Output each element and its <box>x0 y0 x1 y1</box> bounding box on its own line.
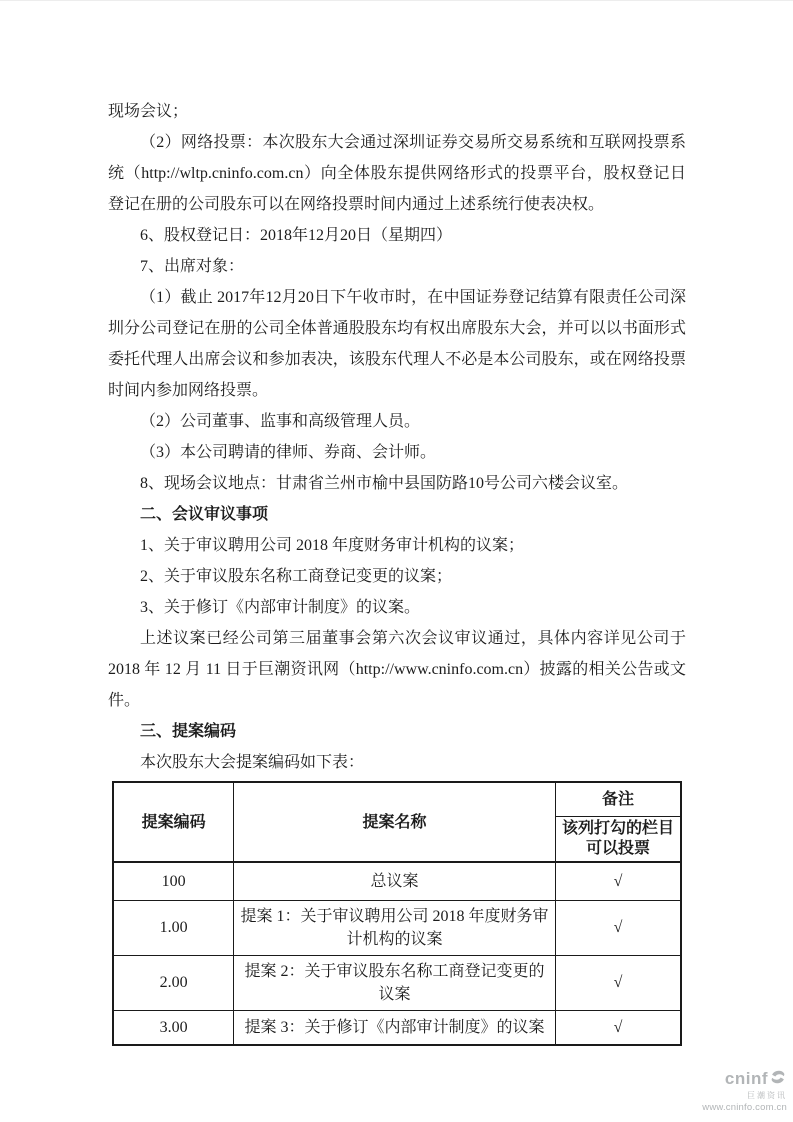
cninfo-watermark <box>702 1068 787 1113</box>
paragraph-meeting-venue: 8、现场会议地点：甘肃省兰州市榆中县国防路10号公司六楼会议室。 <box>140 475 629 492</box>
cninfo-logo-cn: 巨潮资讯 <box>747 1090 787 1100</box>
table-row <box>113 862 681 900</box>
paragraph-attendees-1: （1）截止 2017年12月20日下午收市时，在中国证券登记结算有限责任公司深圳分公司登记在册的公司全体普通股股东均有权出席股东大会，并可以以书面形式委托代理人出席会议和参加表决，该股东代理人不必是本公司股东，或在网络投票时间内参加网络投票。 <box>108 289 686 399</box>
header-proposal-code: 提案编码 <box>113 782 234 862</box>
proposal-code-table <box>112 781 682 1046</box>
header-note: 备注 <box>555 782 681 816</box>
header-proposal-name: 提案名称 <box>234 782 556 862</box>
paragraph-table-intro: 本次股东大会提案编码如下表： <box>140 754 365 771</box>
cninfo-logo-url: www.cninfo.com.cn <box>702 1101 787 1113</box>
section-heading-review-items: 二、会议审议事项 <box>140 506 269 523</box>
cell-proposal-name: 提案 2：关于审议股东名称工商登记变更的议案 <box>234 955 556 1010</box>
table-header-row <box>113 782 681 816</box>
cell-proposal-name: 总议案 <box>234 862 556 900</box>
check-mark: √ <box>555 955 681 1010</box>
cninfo-logo-text: cninf <box>724 1069 768 1088</box>
check-mark: √ <box>555 1010 681 1045</box>
paragraph-onsite-meeting: 现场会议； <box>108 103 189 120</box>
cell-proposal-code: 3.00 <box>113 1010 234 1045</box>
paragraph-proposal-1: 1、关于审议聘用公司 2018 年度财务审计机构的议案； <box>140 537 525 554</box>
paragraph-attendees-3: （3）本公司聘请的律师、券商、会计师。 <box>140 444 437 461</box>
paragraph-network-voting: （2）网络投票：本次股东大会通过深圳证券交易所交易系统和互联网投票系统（http://wltp.cninfo.com.cn）向全体股东提供网络形式的投票平台，股权登记日登记在册的公司股东可以在网络投票时间内通过上述系统行使表决权。 <box>108 134 686 213</box>
cell-proposal-code: 1.00 <box>113 900 234 955</box>
section-heading-proposal-codes: 三、提案编码 <box>140 723 237 740</box>
document-body <box>108 96 686 1046</box>
paragraph-proposal-3: 3、关于修订《内部审计制度》的议案。 <box>140 599 421 616</box>
header-note-sub: 该列打勾的栏目可以投票 <box>555 816 681 862</box>
table-row <box>113 955 681 1010</box>
cninfo-swirl-icon <box>769 1068 787 1090</box>
cell-proposal-code: 2.00 <box>113 955 234 1010</box>
paragraph-attendees-heading: 7、出席对象： <box>140 258 245 275</box>
paragraph-record-date: 6、股权登记日：2018年12月20日（星期四） <box>140 227 453 244</box>
cell-proposal-name: 提案 1：关于审议聘用公司 2018 年度财务审计机构的议案 <box>234 900 556 955</box>
paragraph-proposal-2: 2、关于审议股东名称工商登记变更的议案； <box>140 568 453 585</box>
paragraph-board-approval: 上述议案已经公司第三届董事会第六次会议审议通过，具体内容详见公司于2018 年 12 月 11 日于巨潮资讯网（http://www.cninfo.com.cn）披露的相关公告或文件。 <box>108 630 686 709</box>
table-row <box>113 900 681 955</box>
check-mark: √ <box>555 900 681 955</box>
paragraph-attendees-2: （2）公司董事、监事和高级管理人员。 <box>140 413 421 430</box>
table-row <box>113 1010 681 1045</box>
cell-proposal-name: 提案 3：关于修订《内部审计制度》的议案 <box>234 1010 556 1045</box>
check-mark: √ <box>555 862 681 900</box>
cell-proposal-code: 100 <box>113 862 234 900</box>
